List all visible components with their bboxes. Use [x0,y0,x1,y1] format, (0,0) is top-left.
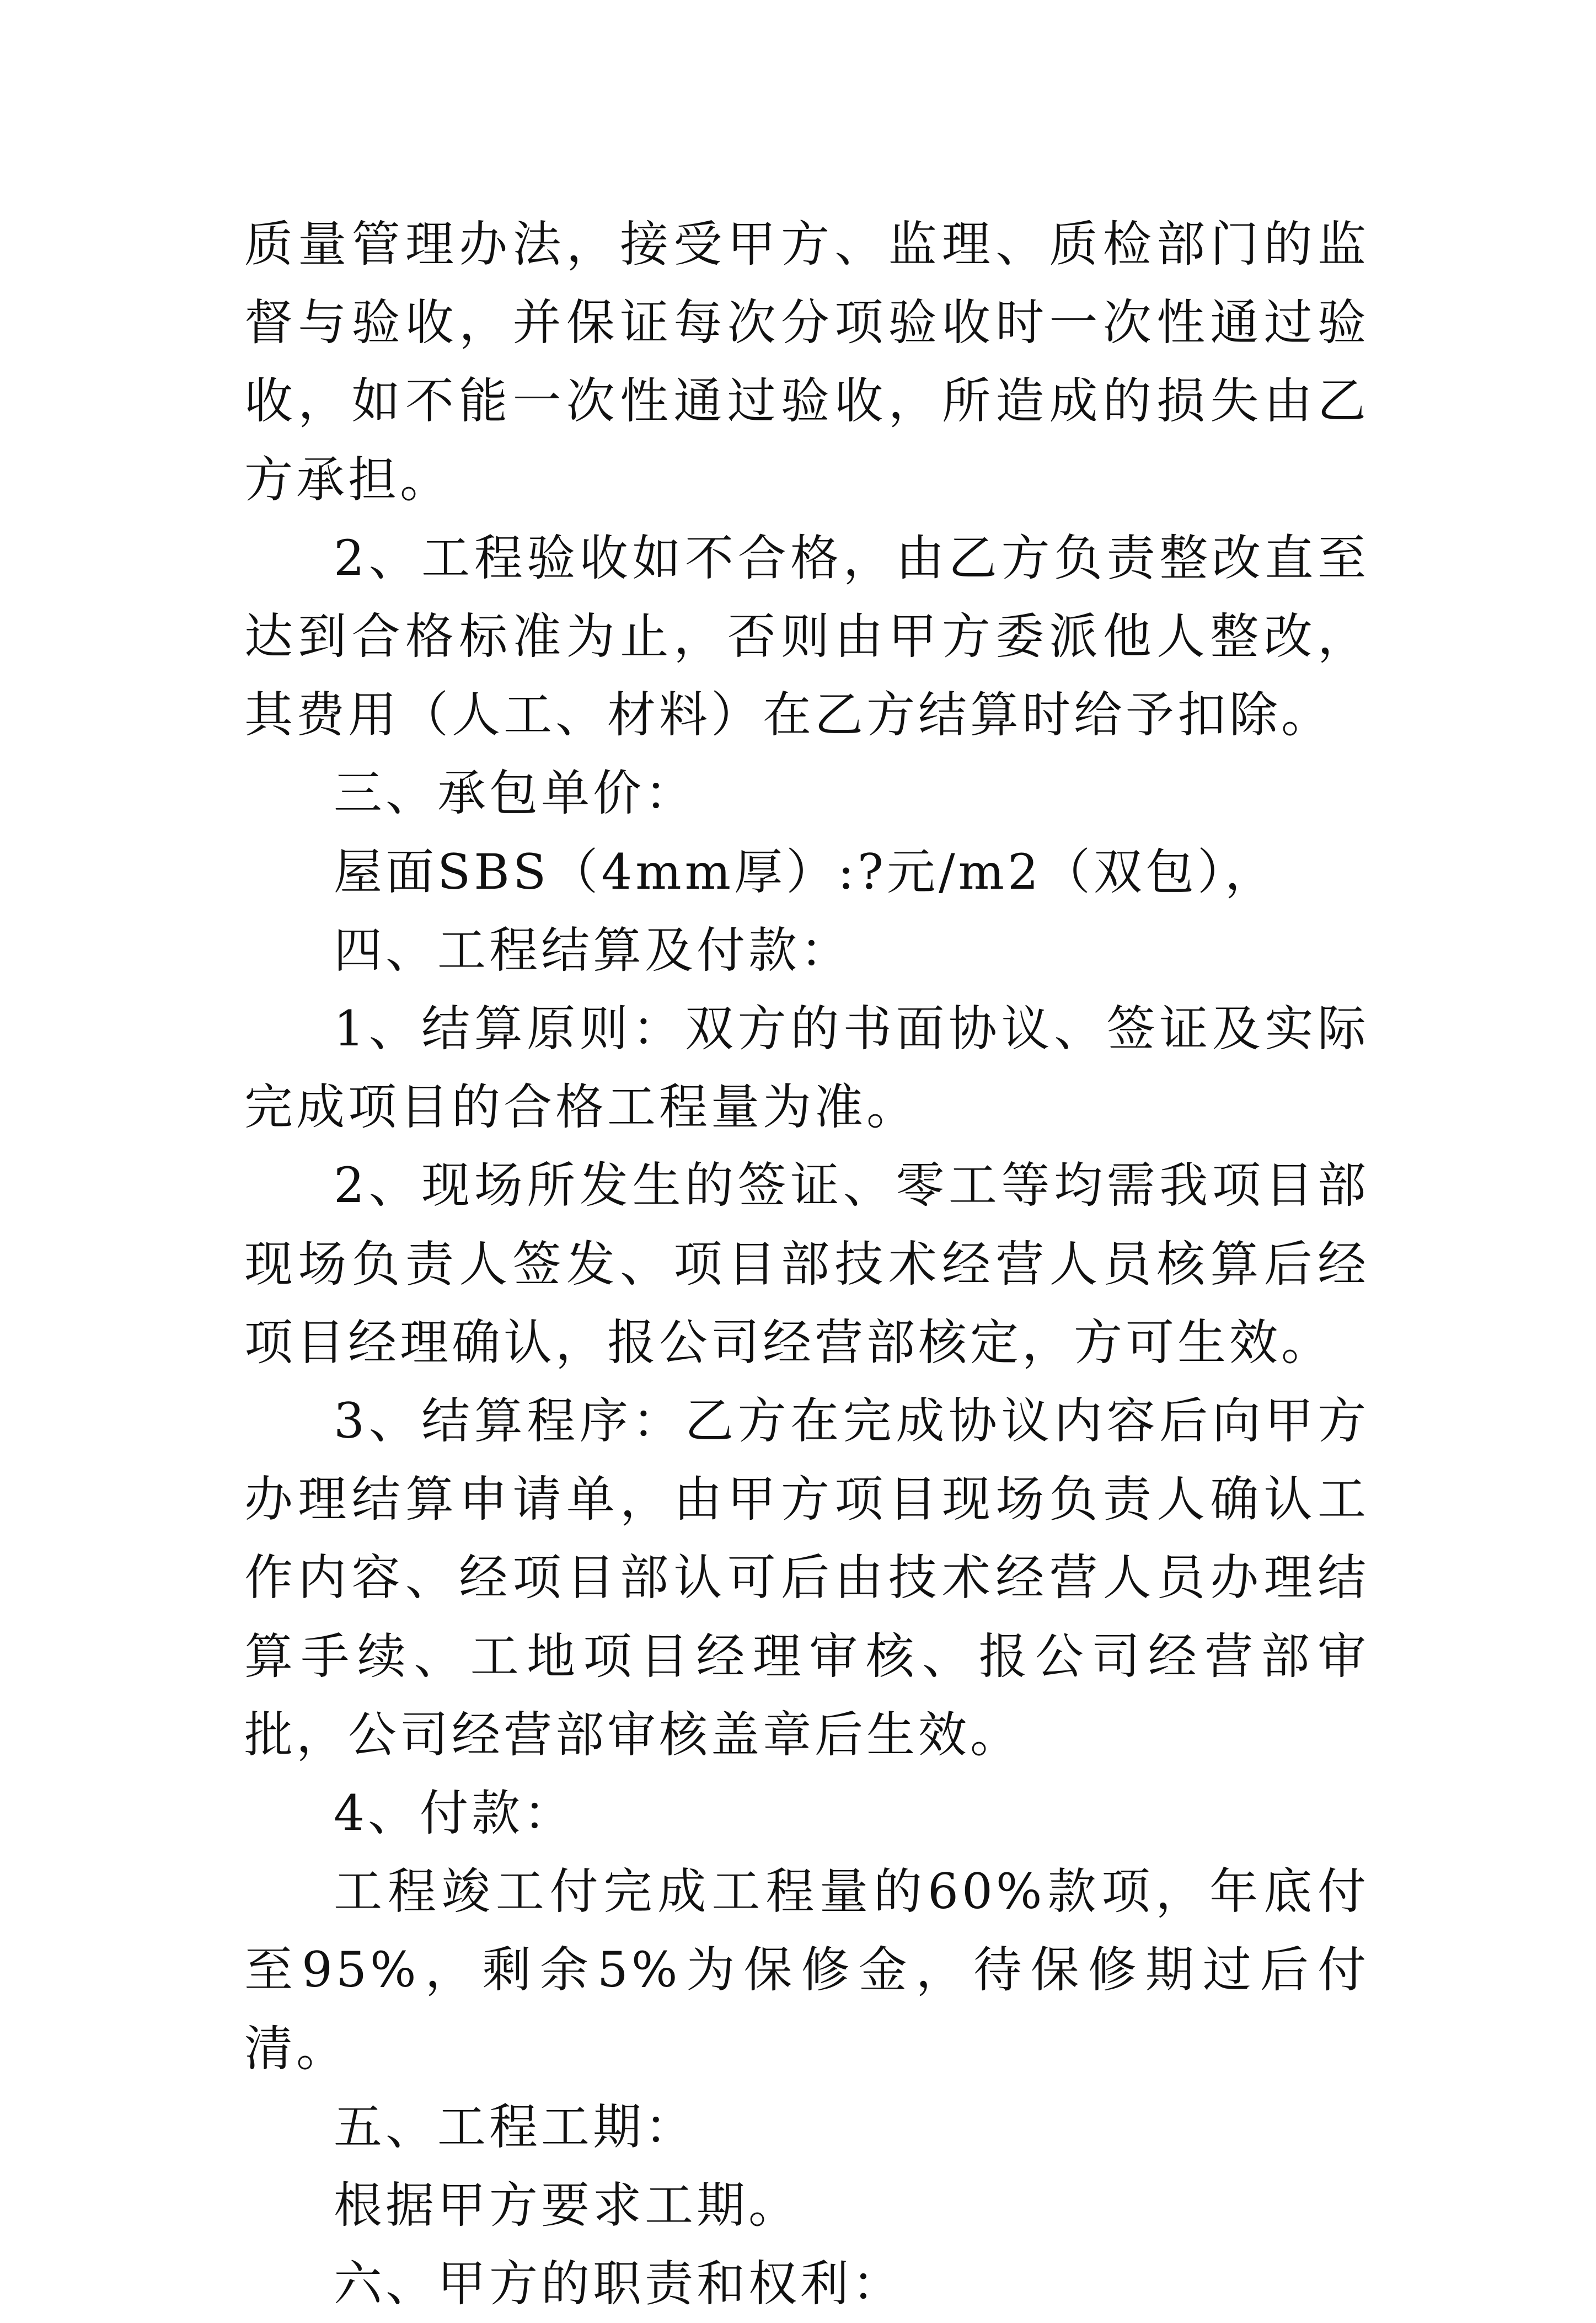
document-body [244,205,1369,2323]
paragraph-construction-period: 根据甲方要求工期。 [334,2177,801,2234]
paragraph-site-visa: 2、现场所发生的签证、零工等均需我项目部现场负责人签发、项目部技术经营人员核算后经项目经理确认，报公司经营部核定，方可生效。 [244,1157,1369,1371]
paragraph-payment-terms: 工程竣工付完成工程量的60%款项，年底付至95%，剩余5%为保修金，待保修期过后付清。 [244,1863,1369,2077]
paragraph-roof-sbs-price: 屋面SBS（4mm厚）:?元/m2（双包）， [334,843,1277,900]
section-heading-settlement-payment: 四、工程结算及付款： [334,921,853,979]
paragraph-settlement-procedure: 3、结算程序：乙方在完成协议内容后向甲方办理结算申请单，由甲方项目现场负责人确认工作内容、经项目部认可后由技术经营人员办理结算手续、工地项目经理审核、报公司经营部审批，公司经营部审核盖章后生效。 [244,1392,1369,1763]
section-heading-party-a-duties: 六、甲方的职责和权利： [334,2255,904,2313]
section-heading-unit-price: 三、承包单价： [334,765,697,822]
paragraph-payment-heading: 4、付款： [334,1785,575,1842]
paragraph-settlement-principle: 1、结算原则：双方的书面协议、签证及实际完成项目的合格工程量为准。 [244,1000,1369,1136]
paragraph-acceptance-failure: 2、工程验收如不合格，由乙方负责整改直至达到合格标准为止，否则由甲方委派他人整改，其费用（人工、材料）在乙方结算时给予扣除。 [244,529,1369,744]
section-heading-construction-period: 五、工程工期： [334,2098,697,2155]
paragraph-quality-management: 质量管理办法，接受甲方、监理、质检部门的监督与验收，并保证每次分项验收时一次性通过验收，如不能一次性通过验收，所造成的损失由乙方承担。 [244,216,1369,508]
